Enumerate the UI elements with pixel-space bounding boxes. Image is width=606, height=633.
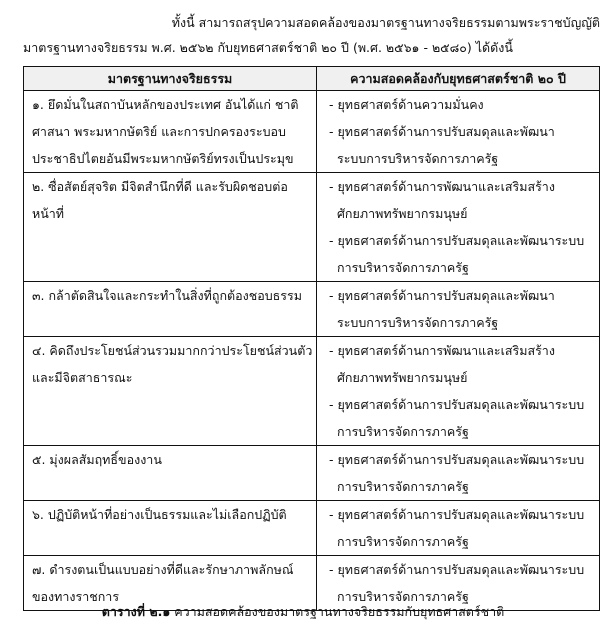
standard-line: ๗. ดำรงตนเป็นแบบอย่างที่ดีและรักษาภาพลักษณ์ [32,562,294,577]
intro-line-2: มาตรฐานทางจริยธรรม พ.ศ. ๒๕๖๒ กับยุทธศาสตร์ชาติ ๒๐ ปี (พ.ศ. ๒๕๖๑ - ๒๕๘๐) ได้ดังนี้ [23,40,513,55]
strategy-line: ศักยภาพทรัพยากรมนุษย์ [337,370,468,385]
strategy-line: การบริหารจัดการภาครัฐ [337,260,469,275]
standard-line: ศาสนา พระมหากษัตริย์ และการปกครองระบอบ [32,124,286,139]
table-caption [0,601,606,623]
standard-cell [24,91,317,173]
standard-line: ประชาธิปไตยอันมีพระมหากษัตริย์ทรงเป็นประมุข [32,151,294,166]
standard-line: หน้าที่ [32,206,65,221]
strategy-line: การบริหารจัดการภาครัฐ [337,589,469,604]
strategy-line: ระบบการบริหารจัดการภาครัฐ [337,151,499,166]
table-row [24,501,600,556]
column-header-standard: มาตรฐานทางจริยธรรม [24,67,317,91]
strategy-line: - ยุทธศาสตร์ด้านความมั่นคง [329,97,484,112]
strategy-cell [317,173,600,282]
strategy-item [329,91,591,118]
table-row [24,91,600,173]
caption-text: ความสอดคล้องของมาตรฐานทางจริยธรรมกับยุทธศาสตร์ชาติ [170,604,505,619]
ethics-strategy-table [23,66,600,611]
strategy-line: - ยุทธศาสตร์ด้านการพัฒนาและเสริมสร้าง [329,179,555,194]
strategy-item [329,446,591,500]
strategy-cell [317,282,600,337]
strategy-line: ระบบการบริหารจัดการภาครัฐ [337,315,499,330]
strategy-item [329,173,591,227]
strategy-line: - ยุทธศาสตร์ด้านการปรับสมดุลและพัฒนาระบบ [329,507,585,522]
strategy-line: - ยุทธศาสตร์ด้านการปรับสมดุลและพัฒนา [329,288,555,303]
standard-line: ๕. มุ่งผลสัมฤทธิ์ของงาน [32,452,162,467]
strategy-line: - ยุทธศาสตร์ด้านการปรับสมดุลและพัฒนาระบบ [329,233,585,248]
strategy-item [329,282,591,336]
table-row [24,282,600,337]
strategy-line: - ยุทธศาสตร์ด้านการปรับสมดุลและพัฒนา [329,124,555,139]
standard-line: ของทางราชการ [32,589,120,604]
table-row [24,173,600,282]
intro-line-1: ทั้งนี้ สามารถสรุปความสอดคล้องของมาตรฐานทางจริยธรรมตามพระราชบัญญัติ [171,15,600,30]
caption-label: ตารางที่ ๒.๑ [101,604,171,619]
strategy-item [329,118,591,172]
strategy-line: - ยุทธศาสตร์ด้านการพัฒนาและเสริมสร้าง [329,343,555,358]
standard-cell [24,173,317,282]
strategy-cell [317,337,600,446]
strategy-item [329,391,591,445]
table-row [24,446,600,501]
strategy-line: - ยุทธศาสตร์ด้านการปรับสมดุลและพัฒนาระบบ [329,452,585,467]
strategy-cell [317,446,600,501]
strategy-item [329,501,591,555]
standard-line: ๓. กล้าตัดสินใจและกระทำในสิ่งที่ถูกต้องชอบธรรม [32,288,302,303]
strategy-item [329,337,591,391]
standard-cell [24,282,317,337]
standard-line: ๖. ปฏิบัติหน้าที่อย่างเป็นธรรมและไม่เลือกปฏิบัติ [32,507,287,522]
strategy-cell [317,91,600,173]
standard-line: ๔. คิดถึงประโยชน์ส่วนรวมมากกว่าประโยชน์ส่วนตัว [32,343,313,358]
standard-cell [24,337,317,446]
standard-line: ๒. ซื่อสัตย์สุจริต มีจิตสำนึกที่ดี และรับผิดชอบต่อ [32,179,288,194]
standard-cell [24,446,317,501]
strategy-line: - ยุทธศาสตร์ด้านการปรับสมดุลและพัฒนาระบบ [329,397,585,412]
strategy-cell [317,501,600,556]
table-header-row [24,67,600,91]
table-row [24,337,600,446]
strategy-line: - ยุทธศาสตร์ด้านการปรับสมดุลและพัฒนาระบบ [329,562,585,577]
column-header-strategy: ความสอดคล้องกับยุทธศาสตร์ชาติ ๒๐ ปี [317,67,600,91]
standard-line: และมีจิตสาธารณะ [32,370,133,385]
strategy-line: การบริหารจัดการภาครัฐ [337,424,469,439]
strategy-line: ศักยภาพทรัพยากรมนุษย์ [337,206,468,221]
strategy-line: การบริหารจัดการภาครัฐ [337,479,469,494]
standard-cell [24,501,317,556]
standard-line: ๑. ยึดมั่นในสถาบันหลักของประเทศ อันได้แก่ ชาติ [32,97,299,112]
strategy-item [329,227,591,281]
strategy-line: การบริหารจัดการภาครัฐ [337,534,469,549]
